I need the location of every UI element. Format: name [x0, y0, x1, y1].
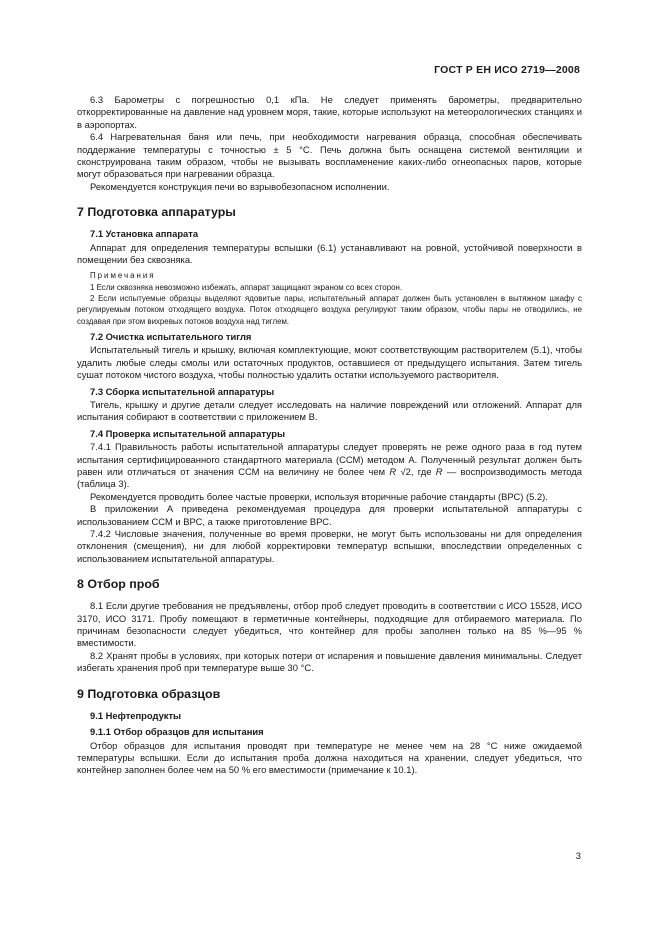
- paragraph-8-1: 8.1 Если другие требования не предъявлены, отбор проб следует проводить в соответствии с ИСО 15528, ИСО 3170, ИСО 3171. Пробу помещают в герметичные контейнеры, подходящие для отбираемого материала. По причинам безопасности следует убедиться, что контейнер для пробы заполнен только на 85 %—95 % вместимости.: [77, 600, 582, 649]
- section-7-4-2-text: 7.4.2 Числовые значения, полученные во время проверки, не могут быть использованы ни для определения отклонения (смещения), ни для любой корректировки температур вспышки, впоследствии определенных с использованием испытательной аппаратуры.: [77, 528, 582, 564]
- section-9-heading: 9 Подготовка образцов: [77, 686, 221, 701]
- section-7-4-1-text: [77, 441, 582, 491]
- section-7-heading: 7 Подготовка аппаратуры: [77, 205, 236, 220]
- symbol-r-2: R: [435, 466, 443, 478]
- section-7-1-text: Аппарат для определения температуры вспышки (6.1) устанавливают на ровной, устойчивой поверхности в помещении без сквозняка.: [77, 241, 582, 266]
- section-7-2-heading: 7.2 Очистка испытательного тигля: [90, 330, 252, 342]
- section-9-1-1-heading: 9.1.1 Отбор образцов для испытания: [90, 726, 264, 738]
- section-7-1-heading: 7.1 Установка аппарата: [90, 228, 199, 240]
- notes-title: Примечания: [90, 271, 156, 281]
- section-8-heading: 8 Отбор проб: [77, 577, 160, 592]
- symbol-r: R: [389, 466, 397, 478]
- paragraph-6-3: 6.3 Барометры с погрешностью 0,1 кПа. Не следует применять барометры, предварительно откорректированные на давление над уровнем моря, такие, которые используют на метеорологических станциях и в аэропортах.: [77, 94, 582, 130]
- sqrt-two: √2: [400, 466, 411, 478]
- section-9-1-heading: 9.1 Нефтепродукты: [90, 709, 182, 721]
- section-7-3-heading: 7.3 Сборка испытательной аппаратуры: [90, 385, 275, 397]
- section-7-4-1-paragraph-2: Рекомендуется проводить более частые проверки, используя вторичные рабочие стандарты (ВРС) (5.2).: [90, 490, 548, 502]
- section-7-4-1-part-b: , где: [410, 466, 436, 478]
- note-2: 2 Если испытуемые образцы выделяют ядовитые пары, испытательный аппарат должен быть установлен в вытяжном шкафу с регулируемым потоком отходящего воздуха. Поток отходящего воздуха регулируют таким образом, чтобы пары не отводились, не создавая при этом вихревых потоков воздуха над тиглем.: [77, 294, 582, 326]
- section-7-4-heading: 7.4 Проверка испытательной аппаратуры: [90, 427, 285, 439]
- section-9-1-1-text: Отбор образцов для испытания проводят при температуре не менее чем на 28 °С ниже ожидаемой температуры вспышки. Если до испытания проба должна находиться на хранении, следует убедиться, что контейнер заполнен более чем на 50 % его вместимости (примечание к 10.1).: [77, 739, 582, 776]
- section-7-4-1-part-c: — воспроизводимость метода (таблица 3).: [77, 466, 582, 490]
- section-7-4-1-paragraph-3: В приложении А приведена рекомендуемая процедура для проверки испытательной аппаратуры с использованием ССМ и ВРС, а также приготовление ВРС.: [77, 503, 582, 527]
- standard-header: ГОСТ Р ЕН ИСО 2719—2008: [434, 64, 580, 76]
- section-7-3-text: Тигель, крышку и другие детали следует исследовать на наличие повреждений или отложений. Аппарат для испытания собирают в соответствии с приложением В.: [77, 398, 582, 423]
- notes-block: [77, 270, 582, 326]
- page-content: [77, 94, 582, 777]
- section-7-2-text: Испытательный тигель и крышку, включая комплектующие, моют соответствующим растворителем (5.1), чтобы удалить любые следы смолы или остаточных продуктов, оставшиеся от предыдущего испытания. Затем тигель сушат потоком чистого воздуха, чтобы полностью удалить остатки используемого растворителя.: [77, 344, 582, 381]
- section-7-4-1-part-a: 7.4.1 Правильность работы испытательной аппаратуры следует проверять не реже одного раза в год путем испытания сертифицированного стандартного материала (ССМ) методом А. Полученный результат должен быть равен или отличаться от значения ССМ на величину не более чем: [77, 441, 582, 478]
- note-1: 1 Если сквозняка невозможно избежать, аппарат защищают экраном со всех сторон.: [90, 282, 403, 292]
- paragraph-6-4-recommendation: Рекомендуется конструкция печи во взрывобезопасном исполнении.: [90, 180, 390, 192]
- paragraph-8-2: 8.2 Хранят пробы в условиях, при которых потери от испарения и повышение давления минимальны. Следует избегать хранения проб при температуре выше 30 °С.: [77, 649, 582, 674]
- paragraph-6-4: 6.4 Нагревательная баня или печь, при необходимости нагревания образца, способная обеспечивать поддержание температуры с точностью ± 5 °С. Печь должна быть оснащена системой вентиляции и сконструирована таким образом, чтобы не вызывать воспламенение каких-либо огнеопасных паров, которые могут образоваться при нагревании образца.: [77, 131, 582, 180]
- page-number: 3: [575, 850, 581, 861]
